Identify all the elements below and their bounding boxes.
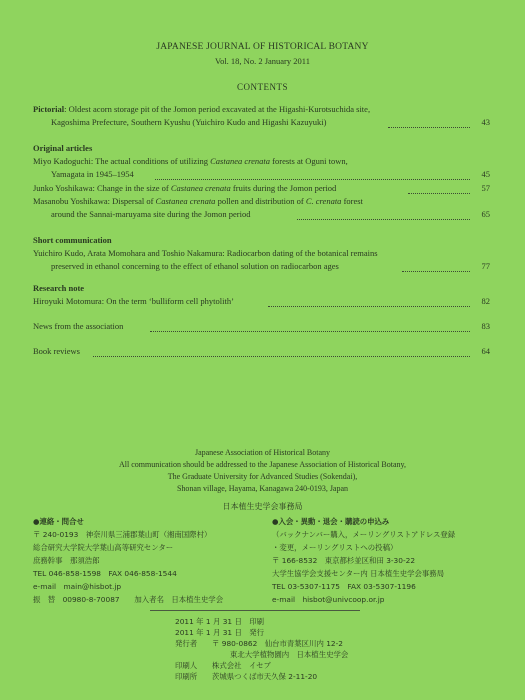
- page-number: 83: [481, 321, 490, 331]
- colophon-print-shop-label: 印刷所: [175, 672, 198, 681]
- news-entry: News from the association: [33, 321, 124, 331]
- contact-right-line2: ・変更，メーリングリストへの投稿）: [272, 543, 398, 552]
- contact-right-tel: TEL 03-5307-1175 FAX 03-5307-1196: [272, 582, 416, 591]
- section-heading-research-note: Research note: [33, 283, 85, 293]
- species-name: Castanea crenata: [210, 156, 271, 166]
- colophon-publisher-address: 〒 980-0862 仙台市青葉区川内 12-2: [212, 639, 343, 648]
- toc-leader: [93, 355, 470, 357]
- short-communication-line1: Yuichiro Kudo, Arata Momohara and Toshio Nakamura: Radiocarbon dating of the botanical remains: [33, 248, 378, 258]
- species-name: Castanea crenata: [170, 183, 231, 193]
- contact-left-heading: ●連絡・問合せ: [33, 517, 84, 526]
- page-number: 45: [481, 169, 490, 179]
- pictorial-entry-line2: Kagoshima Prefecture, Southern Kyushu (Yuichiro Kudo and Higashi Kazuyuki): [51, 117, 327, 127]
- article-2-text: Junko Yoshikawa: Change in the size of: [33, 183, 171, 193]
- association-line1: All communication should be addressed to the Japanese Association of Historical Botany,: [119, 460, 406, 469]
- article-1-line2: Yamagata in 1945–1954: [51, 169, 134, 179]
- article-3-line2: around the Sannai-maruyama site during the Jomon period: [51, 209, 251, 219]
- association-name: Japanese Association of Historical Botany: [194, 448, 331, 457]
- colophon-issued: 2011 年 1 月 31 日 発行: [175, 628, 265, 637]
- association-line2: The Graduate University for Advanced Studies (Sokendai),: [167, 472, 358, 481]
- colophon-printer-label: 印刷人: [175, 661, 198, 670]
- colophon-publisher-org: 東北大学植物園内 日本植生史学会: [230, 650, 349, 659]
- contents-heading: CONTENTS: [237, 82, 288, 92]
- article-3-text: forest: [341, 196, 363, 206]
- species-name: Castanea crenata: [155, 196, 216, 206]
- pictorial-heading: Pictorial: [33, 104, 65, 114]
- article-1-text: Miyo Kadoguchi: The actual conditions of utilizing: [33, 156, 211, 166]
- contact-left-transfer: 振 替 00980-8-70087 加入者名 日本植生史学会: [33, 595, 224, 604]
- article-3-text: pollen and distribution of: [215, 196, 306, 206]
- colophon-publisher-label: 発行者: [175, 639, 198, 648]
- contact-left-tel: TEL 046-858-1598 FAX 046-858-1544: [33, 569, 177, 578]
- page-number: 65: [481, 209, 490, 219]
- article-1-text: forests at Oguni town,: [270, 156, 348, 166]
- toc-leader: [402, 270, 470, 272]
- contact-left-secretary: 庶務幹事 那須浩郎: [33, 556, 100, 565]
- page-number: 57: [481, 183, 490, 193]
- toc-leader: [297, 218, 470, 220]
- volume-line: Vol. 18, No. 2 January 2011: [215, 56, 310, 66]
- book-reviews-entry: Book reviews: [33, 346, 80, 356]
- toc-leader: [268, 305, 470, 307]
- toc-leader: [150, 330, 470, 332]
- page-number: 43: [481, 117, 490, 127]
- species-name: C. crenata: [305, 196, 342, 206]
- section-heading-original-articles: Original articles: [33, 143, 93, 153]
- toc-leader: [155, 178, 470, 180]
- colophon-printed: 2011 年 1 月 31 日 印刷: [175, 617, 265, 626]
- contact-left-address: 〒 240-0193 神奈川県三浦郡葉山町（湘南国際村）: [33, 530, 212, 539]
- page-number: 64: [481, 346, 490, 356]
- short-communication-line2: preserved in ethanol concerning to the effect of ethanol solution on radiocarbon ages: [51, 261, 339, 271]
- association-jp-name: 日本植生史学会事務局: [222, 502, 303, 511]
- pictorial-title: : Oldest acorn storage pit of the Jomon period excavated at the Higashi-Kurotsuchida site,: [64, 104, 371, 114]
- pictorial-entry-line1: [33, 104, 370, 114]
- page-number: 82: [481, 296, 490, 306]
- colophon-print-shop-address: 茨城県つくば市天久保 2-11-20: [212, 672, 318, 681]
- section-heading-short-communication: Short communication: [33, 235, 112, 245]
- contact-right-address: 〒 166-8532 東京都杉並区和田 3-30-22: [272, 556, 416, 565]
- page-number: 77: [481, 261, 490, 271]
- research-note-line: Hiroyuki Motomura: On the term ‘bulliform cell phytolith’: [33, 296, 234, 306]
- article-3-text: Masanobu Yoshikawa: Dispersal of: [33, 196, 156, 206]
- contact-right-line1: （バックナンバー購入，メーリングリストアドレス登録: [272, 530, 456, 539]
- article-3-line1: [33, 196, 363, 206]
- article-2-line: [33, 183, 336, 193]
- colophon-rule: [150, 610, 360, 611]
- contact-left-email: e-mail main@hisbot.jp: [33, 582, 122, 591]
- article-2-text: fruits during the Jomon period: [230, 183, 337, 193]
- contact-left-institution: 総合研究大学院大学葉山高等研究センター: [33, 543, 174, 552]
- contact-right-email: e-mail hisbot@univcoop.or.jp: [272, 595, 385, 604]
- journal-title: JAPANESE JOURNAL OF HISTORICAL BOTANY: [156, 42, 369, 52]
- colophon-printer-name: 株式会社 イセブ: [212, 661, 271, 670]
- toc-leader: [408, 192, 470, 194]
- contact-right-office: 大学生協学会支援センター内 日本植生史学会事務局: [272, 569, 445, 578]
- contact-right-heading: ●入会・異動・退会・購読の申込み: [272, 517, 390, 526]
- association-line3: Shonan village, Hayama, Kanagawa 240-0193, Japan: [176, 484, 349, 493]
- toc-leader: [388, 126, 470, 128]
- article-1-line1: [33, 156, 348, 166]
